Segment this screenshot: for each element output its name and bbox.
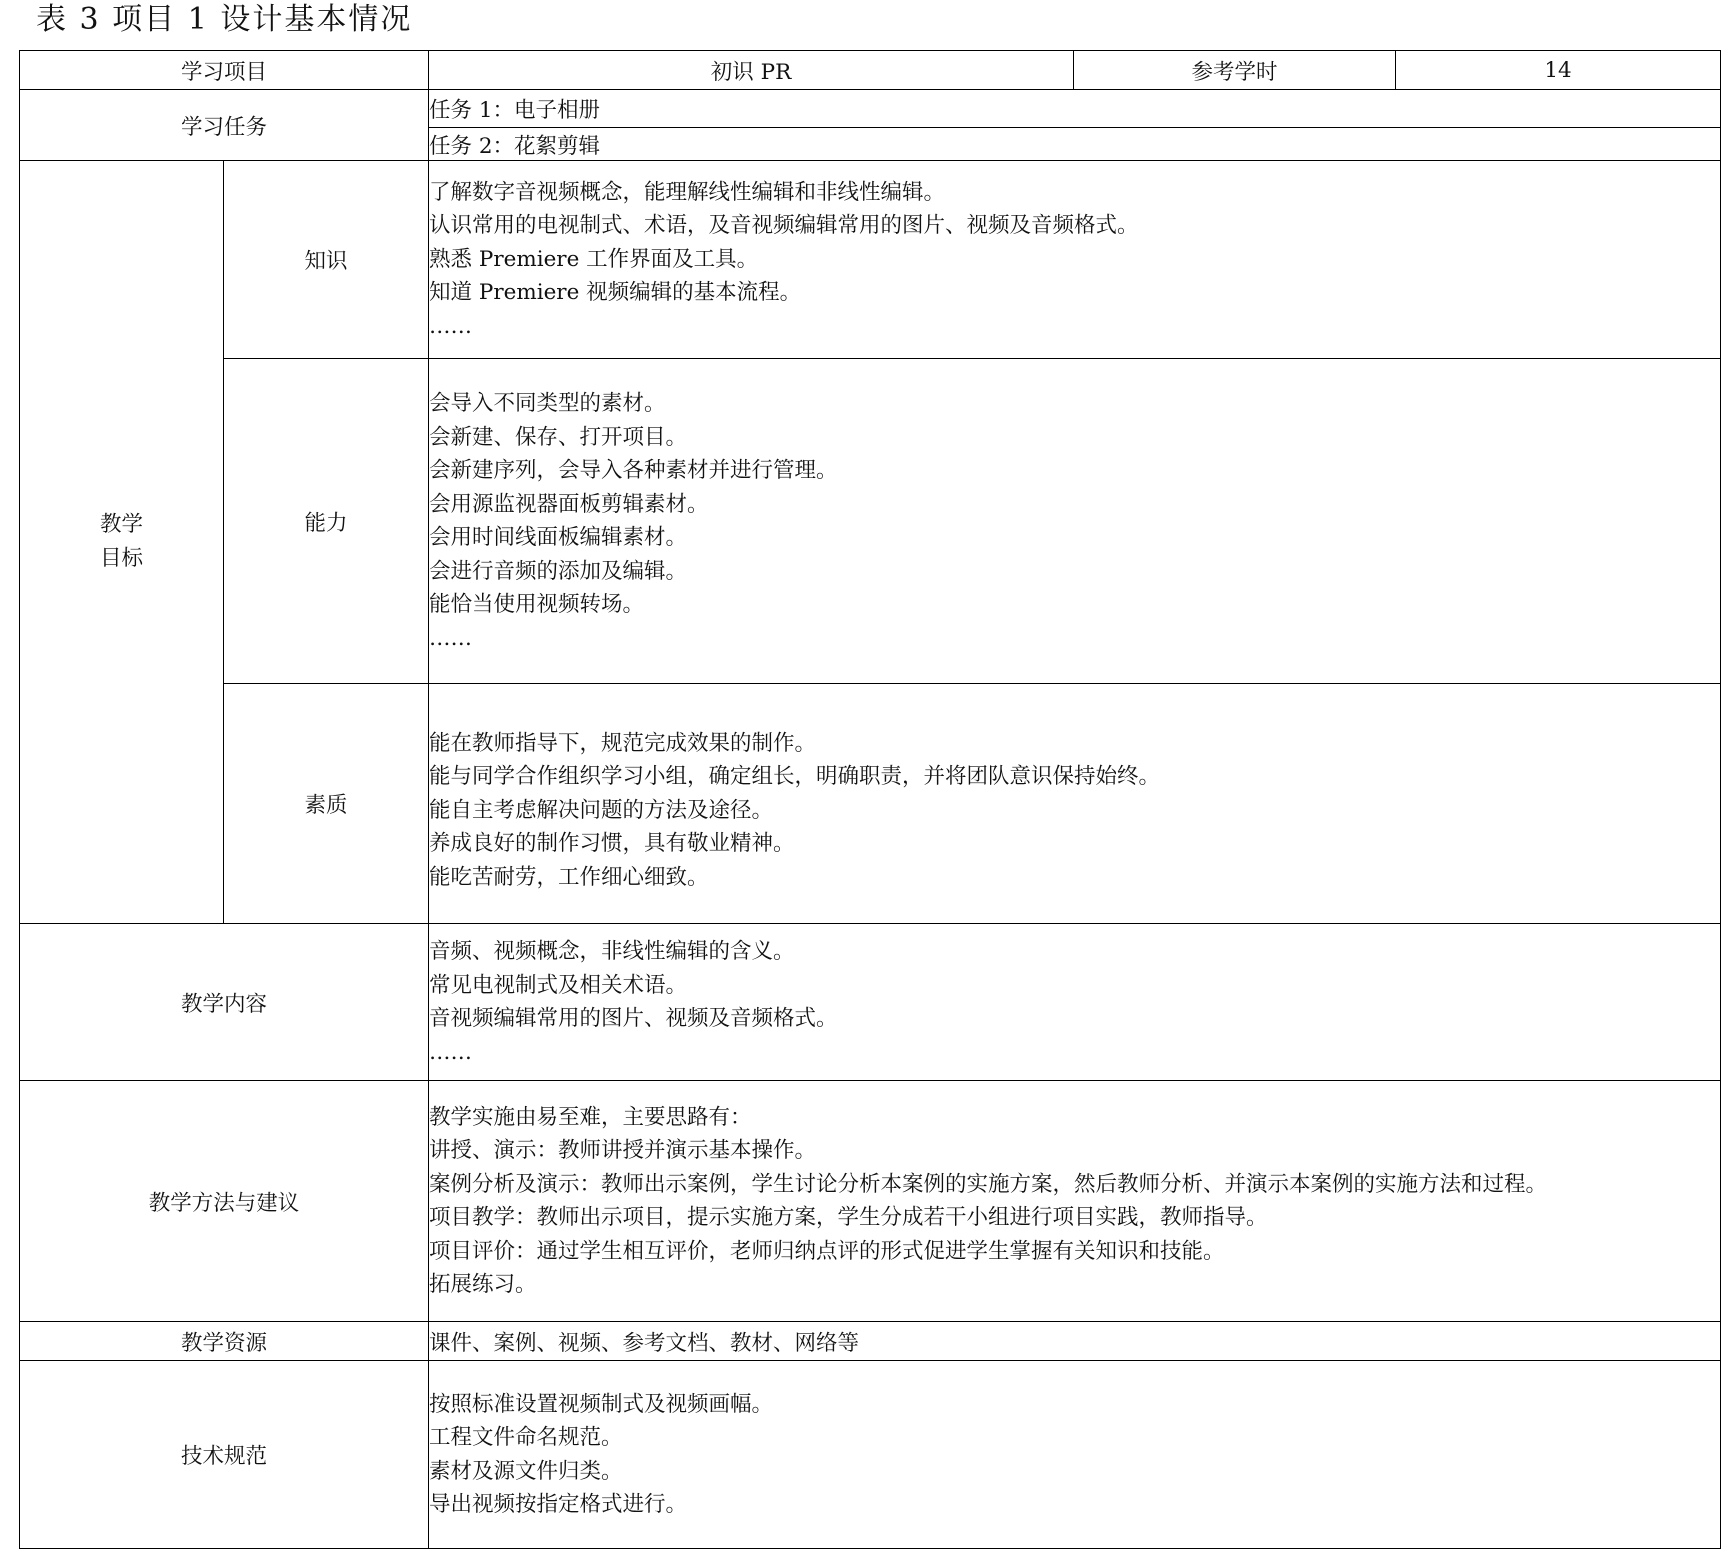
standards-item: 按照标准设置视频制式及视频画幅。: [429, 1391, 774, 1417]
objectives-label-line2: 目标: [99, 546, 143, 571]
methods-label: 教学方法与建议: [148, 1190, 300, 1216]
ability-item: 会导入不同类型的素材。: [429, 391, 666, 416]
resources-value-cell: [429, 1322, 1721, 1361]
ability-item: 会新建序列，会导入各种素材并进行管理。: [429, 458, 838, 483]
quality-item: 养成良好的制作习惯，具有敬业精神。: [429, 831, 795, 857]
hours-value: 14: [1544, 57, 1572, 83]
objectives-label-cell: [20, 161, 224, 924]
knowledge-label: 知识: [304, 249, 348, 274]
content-label-cell: [20, 924, 429, 1081]
project-value-cell: [429, 51, 1074, 90]
methods-items-cell: [429, 1081, 1721, 1322]
task-2: 任务 2：花絮剪辑: [429, 133, 601, 159]
teaching-resources-row: [20, 1322, 1721, 1361]
table-caption: 表 3 项目 1 设计基本情况: [36, 2, 413, 37]
methods-item: 讲授、演示：教师讲授并演示基本操作。: [429, 1138, 817, 1163]
resources-value: 课件、案例、视频、参考文档、教材、网络等: [429, 1330, 860, 1356]
ability-item: ……: [429, 625, 473, 651]
methods-label-cell: [20, 1081, 429, 1322]
objective-knowledge-row: [20, 161, 1721, 359]
project-label-cell: [20, 51, 429, 90]
quality-item: 能与同学合作组织学习小组，确定组长，明确职责，并将团队意识保持始终。: [429, 764, 1161, 790]
ability-item: 会用源监视器面板剪辑素材。: [429, 491, 709, 517]
tasks-label: 学习任务: [181, 114, 268, 140]
standards-item: 工程文件命名规范。: [429, 1425, 623, 1450]
ability-item: 能恰当使用视频转场。: [429, 592, 645, 617]
objectives-label-line1: 教学: [99, 512, 143, 537]
resources-label-cell: [20, 1322, 429, 1361]
quality-item: 能自主考虑解决问题的方法及途径。: [429, 797, 774, 823]
methods-item: 拓展练习。: [429, 1272, 537, 1297]
methods-item: 案例分析及演示：教师出示案例，学生讨论分析本案例的实施方案，然后教师分析、并演示本案例的实施方法和过程。: [429, 1171, 1548, 1197]
ability-item: 会进行音频的添加及编辑。: [429, 558, 688, 584]
methods-item: 教学实施由易至难，主要思路有：: [429, 1104, 752, 1130]
task-row-1: [20, 90, 1721, 128]
hours-label-cell: [1074, 51, 1396, 90]
standards-item: 素材及源文件归类。: [429, 1458, 623, 1484]
hours-label: 参考学时: [1191, 59, 1278, 85]
objective-ability-row: [20, 359, 1721, 684]
ability-item: 会新建、保存、打开项目。: [429, 424, 688, 450]
standards-items-cell: [429, 1361, 1721, 1549]
project-label: 学习项目: [181, 59, 268, 85]
quality-label: 素质: [304, 793, 348, 818]
knowledge-item: 熟悉 Premiere 工作界面及工具。: [429, 246, 759, 272]
ability-item: 会用时间线面板编辑素材。: [429, 525, 688, 550]
ability-label: 能力: [304, 510, 348, 536]
quality-item: 能在教师指导下，规范完成效果的制作。: [429, 730, 817, 756]
quality-content-cell: [429, 684, 1721, 924]
task-1-cell: [429, 90, 1721, 128]
standards-label: 技术规范: [181, 1444, 268, 1469]
content-label: 教学内容: [181, 991, 268, 1017]
tasks-label-cell: [20, 90, 429, 161]
quality-item: 能吃苦耐劳，工作细心细致。: [429, 864, 709, 890]
quality-label-cell: [224, 684, 429, 924]
content-item: 音视频编辑常用的图片、视频及音频格式。: [429, 1006, 838, 1031]
knowledge-content-cell: [429, 161, 1721, 359]
teaching-content-row: [20, 924, 1721, 1081]
content-item: 音频、视频概念，非线性编辑的含义。: [429, 939, 795, 964]
content-item: ……: [429, 1039, 473, 1065]
hours-value-cell: [1396, 51, 1721, 90]
technical-standards-row: [20, 1361, 1721, 1549]
methods-item: 项目评价：通过学生相互评价，老师归纳点评的形式促进学生掌握有关知识和技能。: [429, 1238, 1225, 1264]
knowledge-item: ……: [429, 313, 473, 339]
task-2-cell: [429, 128, 1721, 161]
objective-quality-row: [20, 684, 1721, 924]
knowledge-item: 知道 Premiere 视频编辑的基本流程。: [429, 280, 802, 306]
project-value: 初识 PR: [710, 59, 792, 85]
header-row: [20, 51, 1721, 90]
content-items-cell: [429, 924, 1721, 1081]
knowledge-item: 认识常用的电视制式、术语，及音视频编辑常用的图片、视频及音频格式。: [429, 213, 1139, 239]
project-design-table: [19, 50, 1721, 1549]
ability-label-cell: [224, 359, 429, 684]
ability-content-cell: [429, 359, 1721, 684]
knowledge-item: 了解数字音视频概念，能理解线性编辑和非线性编辑。: [429, 179, 946, 205]
standards-item: 导出视频按指定格式进行。: [429, 1492, 688, 1517]
knowledge-label-cell: [224, 161, 429, 359]
content-item: 常见电视制式及相关术语。: [429, 972, 688, 998]
teaching-methods-row: [20, 1081, 1721, 1322]
resources-label: 教学资源: [181, 1330, 268, 1356]
task-1: 任务 1：电子相册: [429, 98, 601, 123]
standards-label-cell: [20, 1361, 429, 1549]
methods-item: 项目教学：教师出示项目，提示实施方案，学生分成若干小组进行项目实践，教师指导。: [429, 1205, 1268, 1230]
